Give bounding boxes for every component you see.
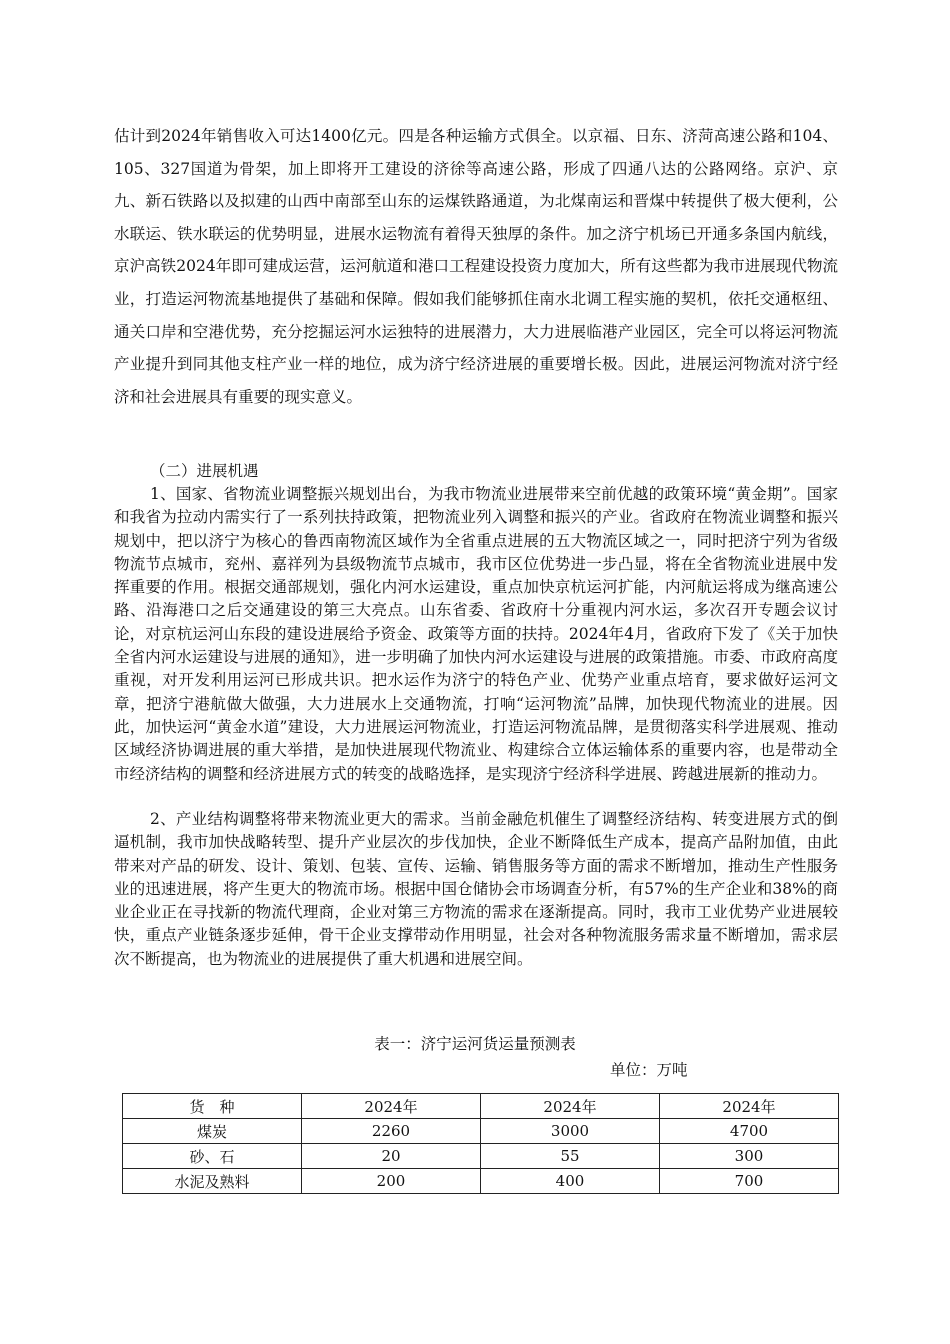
table-row: [123, 1169, 839, 1194]
table-cell: 200: [302, 1169, 481, 1194]
table-cell: 煤炭: [123, 1119, 302, 1144]
table-cell: 55: [481, 1144, 660, 1169]
table-title: 表一：济宁运河货运量预测表: [374, 1035, 576, 1053]
paragraph-policy: 1、国家、省物流业调整振兴规划出台，为我市物流业进展带来空前优越的政策环境“黄金期”。国家和我省为拉动内需实行了一系列扶持政策，把物流业列入调整和振兴的产业。省政府在物流业调整和振兴规划中，把以济宁为核心的鲁西南物流区域作为全省重点进展的五大物流区域之一，同时把济宁列为省级物流节点城市，兖州、嘉祥列为县级物流节点城市，我市区位优势进一步凸显，将在全省物流业进展中发挥重要的作用。根据交通部规划，强化内河水运建设，重点加快京杭运河扩能，内河航运将成为继高速公路、沿海港口之后交通建设的第三大亮点。山东省委、省政府十分重视内河水运，多次召开专题会议讨论，对京杭运河山东段的建设进展给予资金、政策等方面的扶持。2024年4月，省政府下发了《关于加快全省内河水运建设与进展的通知》，进一步明确了加快内河水运建设与进展的政策措施。市委、市政府高度重视，对开发利用运河已形成共识。把水运作为济宁的特色产业、优势产业重点培育，要求做好运河文章，把济宁港航做大做强，大力进展水上交通物流，打响“运河物流”品牌，加快现代物流业的进展。因此，加快运河“黄金水道”建设，大力进展运河物流业，打造运河物流品牌，是贯彻落实科学进展观、推动区域经济协调进展的重大举措，是加快进展现代物流业、构建综合立体运输体系的重要内容，也是带动全市经济结构的调整和经济进展方式的转变的战略选择，是实现济宁经济科学进展、跨越进展新的推动力。: [114, 485, 838, 783]
table-cell: 4700: [660, 1119, 839, 1144]
header-cell: 2024年: [660, 1094, 839, 1119]
table-cell: 700: [660, 1169, 839, 1194]
header-cell: 2024年: [481, 1094, 660, 1119]
header-cell: 2024年: [302, 1094, 481, 1119]
section-title: （二）进展机遇: [150, 462, 259, 480]
table-cell: 砂、石: [123, 1144, 302, 1169]
paragraph-demand: 2、产业结构调整将带来物流业更大的需求。当前金融危机催生了调整经济结构、转变进展方式的倒逼机制，我市加快战略转型、提升产业层次的步伐加快，企业不断降低生产成本，提高产品附加值，由此带来对产品的研发、设计、策划、包装、宣传、运输、销售服务等方面的需求不断增加，推动生产性服务业的迅速进展，将产生更大的物流市场。根据中国仓储协会市场调查分析，有57%的生产企业和38%的商业企业正在寻找新的物流代理商，企业对第三方物流的需求在逐渐提高。同时，我市工业优势产业进展较快，重点产业链条逐步延伸，骨干企业支撑带动作用明显，社会对各种物流服务需求量不断增加，需求层次不断提高，也为物流业的进展提供了重大机遇和进展空间。: [114, 810, 838, 968]
table-unit: 单位：万吨: [610, 1061, 688, 1079]
header-cell: 货 种: [123, 1094, 302, 1119]
table-header-row: [123, 1094, 839, 1119]
table-cell: 水泥及熟料: [123, 1169, 302, 1194]
table-cell: 400: [481, 1169, 660, 1194]
table-cell: 3000: [481, 1119, 660, 1144]
table-row: [123, 1144, 839, 1169]
table-cell: 2260: [302, 1119, 481, 1144]
table-cell: 300: [660, 1144, 839, 1169]
table-cell: 20: [302, 1144, 481, 1169]
freight-forecast-table: [122, 1093, 839, 1194]
paragraph-transport: 估计到2024年销售收入可达1400亿元。四是各种运输方式俱全。以京福、日东、济菏高速公路和104、105、327国道为骨架，加上即将开工建设的济徐等高速公路，形成了四通八达的公路网络。京沪、京九、新石铁路以及拟建的山西中南部至山东的运煤铁路通道，为北煤南运和晋煤中转提供了极大便利，公水联运、铁水联运的优势明显，进展水运物流有着得天独厚的条件。加之济宁机场已开通多条国内航线，京沪高铁2024年即可建成运营，运河航道和港口工程建设投资力度加大，所有这些都为我市进展现代物流业，打造运河物流基地提供了基础和保障。假如我们能够抓住南水北调工程实施的契机，依托交通枢纽、通关口岸和空港优势，充分挖掘运河水运独特的进展潜力，大力进展临港产业园区，完全可以将运河物流产业提升到同其他支柱产业一样的地位，成为济宁经济进展的重要增长极。因此，进展运河物流对济宁经济和社会进展具有重要的现实意义。: [114, 127, 838, 406]
table-row: [123, 1119, 839, 1144]
